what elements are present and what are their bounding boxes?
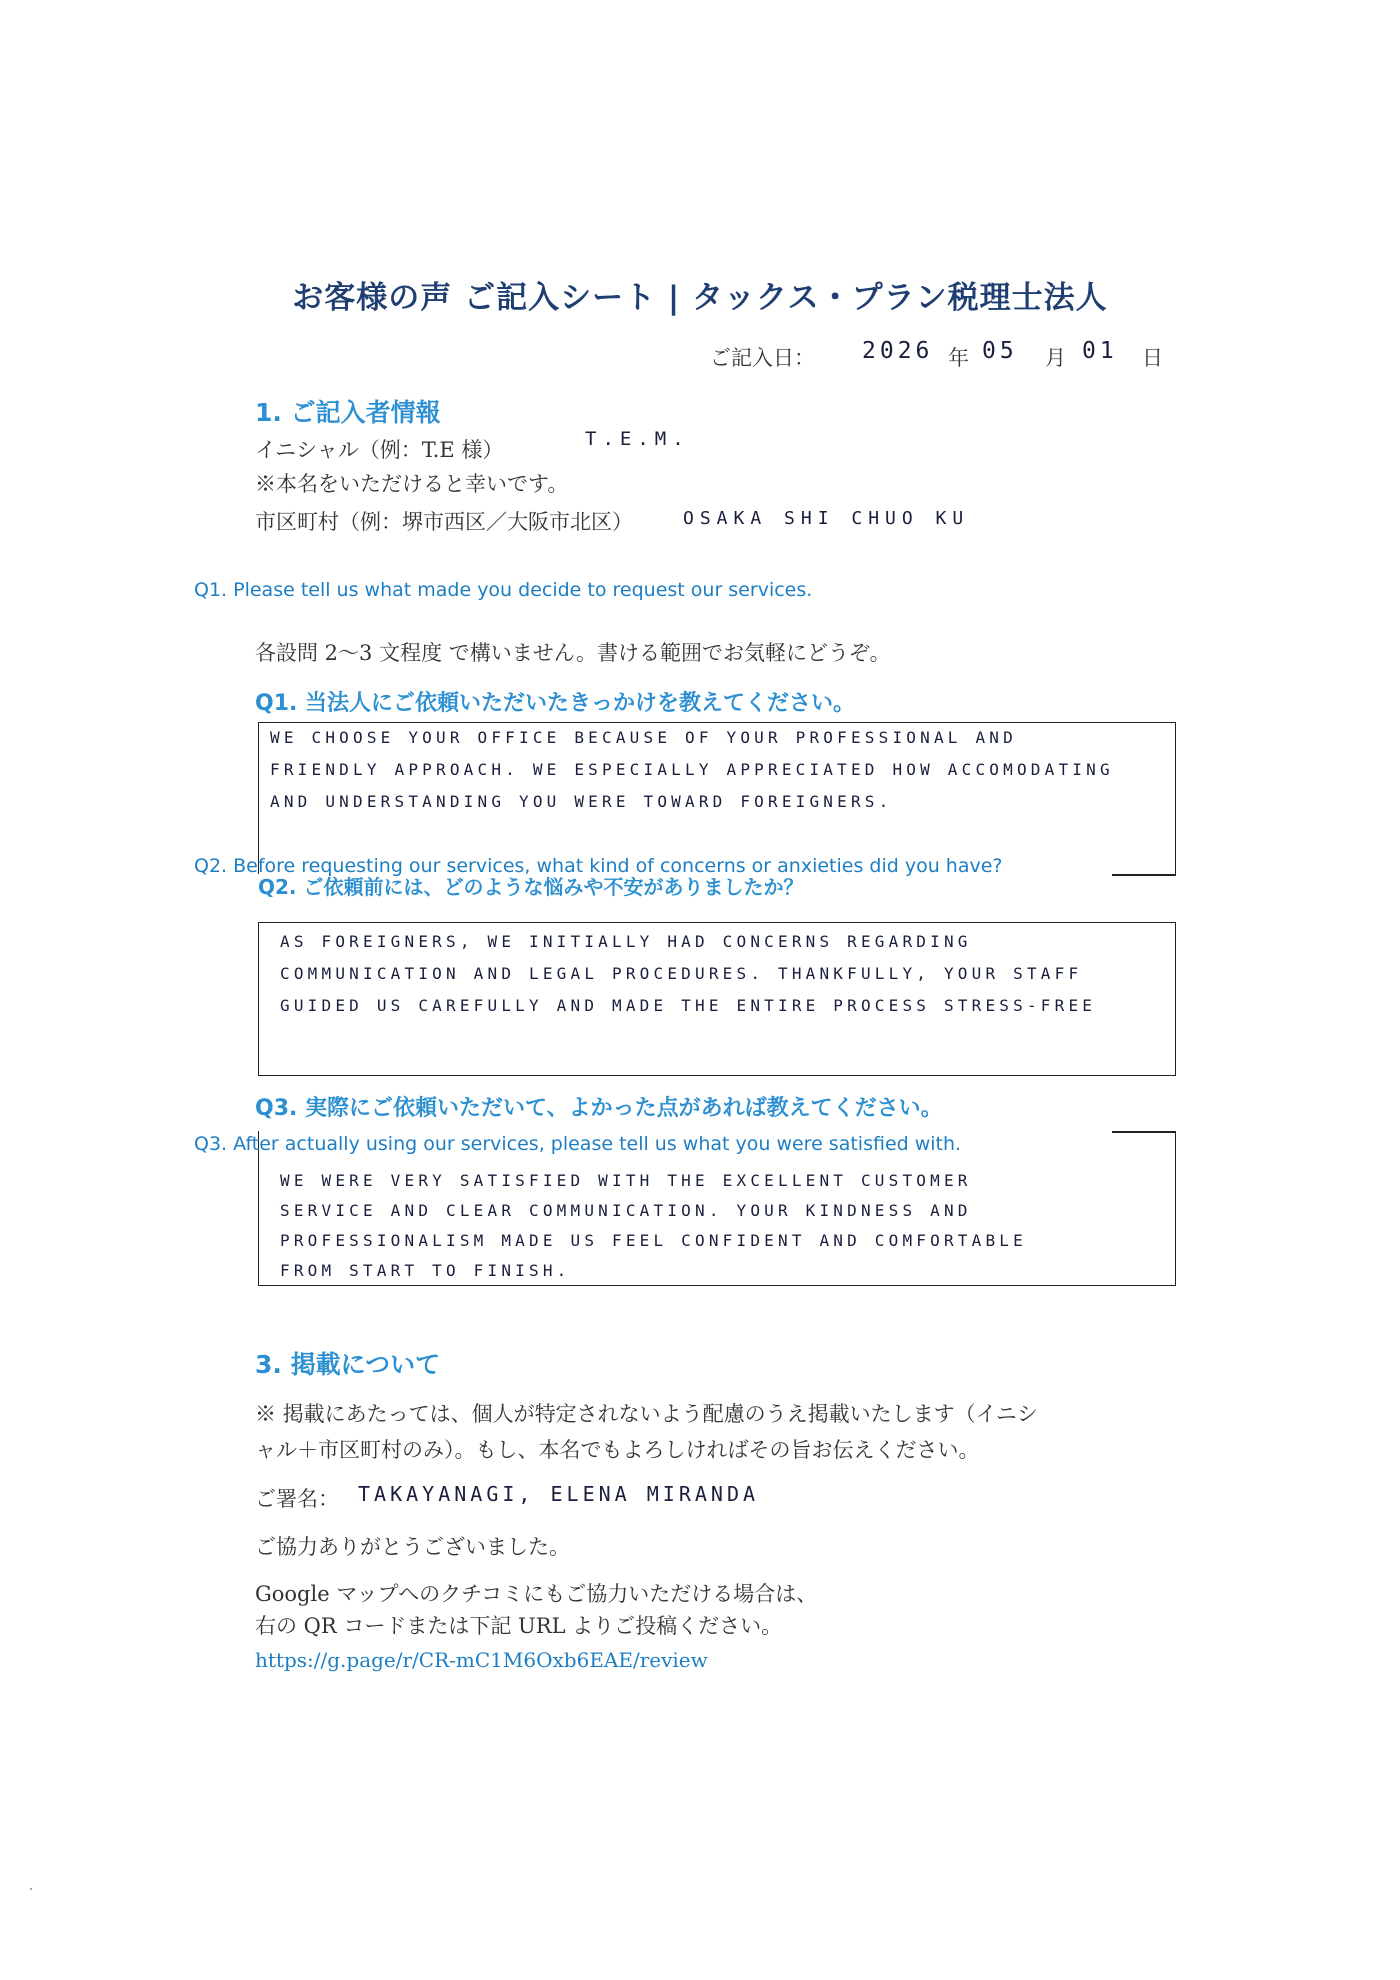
q1-answer (270, 722, 1114, 818)
signature-value: TAKAYANAGI, ELENA MIRANDA (358, 1482, 760, 1506)
q1-answer-line: FRIENDLY APPROACH. WE ESPECIALLY APPRECIATED HOW ACCOMODATING (270, 760, 1114, 779)
page-title: お客様の声 ご記入シート | タックス・プラン税理士法人 (292, 280, 1108, 316)
initial-value: T.E.M. (585, 428, 690, 450)
q3-english: Q3. After actually using our services, please tell us what you were satisfied with. (194, 1133, 962, 1155)
section3-heading: 3. 掲載について (255, 1350, 441, 1379)
date-day-unit: 日 (1142, 346, 1163, 370)
date-day-value: 01 (1082, 338, 1118, 364)
publication-note (255, 1396, 1175, 1468)
q3-answer-line: WE WERE VERY SATISFIED WITH THE EXCELLENT CUSTOMER (280, 1171, 972, 1190)
real-name-note: ※本名をいただけると幸いです。 (255, 472, 569, 496)
q3-answer-line: SERVICE AND CLEAR COMMUNICATION. YOUR KINDNESS AND (280, 1201, 972, 1220)
date-month-unit: 月 (1045, 346, 1066, 370)
google-review-line: Google マップへのクチコミにもご協力いただける場合は、 (255, 1582, 818, 1606)
q2-answer-line: AS FOREIGNERS, WE INITIALLY HAD CONCERNS REGARDING (280, 932, 972, 951)
q3-japanese: Q3. 実際にご依頼いただいて、よかった点があれば教えてください。 (255, 1096, 943, 1121)
q2-answer-line: COMMUNICATION AND LEGAL PROCEDURES. THANKFULLY, YOUR STAFF (280, 964, 1083, 983)
scan-speck (30, 1888, 32, 1890)
section1-heading: 1. ご記入者情報 (255, 398, 441, 427)
date-year-unit: 年 (948, 346, 969, 370)
q2-english: Q2. Before requesting our services, what kind of concerns or anxieties did you have? (194, 855, 1003, 877)
publication-note-line: ※ 掲載にあたっては、個人が特定されないよう配慮のうえ掲載いたします（イニシ (255, 1402, 1038, 1426)
answer-guideline: 各設問 2〜3 文程度 で構いません。書ける範囲でお気軽にどうぞ。 (255, 641, 891, 665)
q1-box-bottom-edge (1112, 874, 1176, 876)
date-year-value: 2026 (862, 338, 934, 364)
date-label: ご記入日： (710, 346, 815, 370)
signature-label: ご署名： (255, 1487, 339, 1511)
q3-answer (280, 1166, 1027, 1286)
q1-answer-line: WE CHOOSE YOUR OFFICE BECAUSE OF YOUR PROFESSIONAL AND (270, 728, 1017, 747)
q2-japanese: Q2. ご依頼前には、どのような悩みや不安がありましたか？ (258, 875, 804, 899)
city-value: OSAKA SHI CHUO KU (683, 508, 970, 529)
review-url-link[interactable]: https://g.page/r/CR-mC1M6Oxb6EAE/review (255, 1648, 708, 1672)
q2-answer (280, 926, 1096, 1022)
q1-japanese: Q1. 当法人にご依頼いただいたきっかけを教えてください。 (255, 691, 856, 716)
q3-answer-line: FROM START TO FINISH. (280, 1261, 571, 1280)
q3-answer-line: PROFESSIONALISM MADE US FEEL CONFIDENT AND COMFORTABLE (280, 1231, 1027, 1250)
city-label: 市区町村（例：堺市西区／大阪市北区） (255, 510, 633, 534)
q1-answer-line: AND UNDERSTANDING YOU WERE TOWARD FOREIGNERS. (270, 792, 893, 811)
thanks-message: ご協力ありがとうございました。 (255, 1535, 570, 1559)
q2-answer-line: GUIDED US CAREFULLY AND MADE THE ENTIRE PROCESS STRESS-FREE (280, 996, 1097, 1015)
initial-label: イニシャル（例：T.E 様） (255, 438, 504, 462)
q1-english: Q1. Please tell us what made you decide to request our services. (194, 579, 813, 601)
publication-note-line: ャル＋市区町村のみ）。もし、本名でもよろしければその旨お伝えください。 (255, 1438, 980, 1462)
google-review-line: 右の QR コードまたは下記 URL よりご投稿ください。 (255, 1614, 783, 1638)
date-month-value: 05 (982, 338, 1018, 364)
google-review-note (255, 1578, 817, 1642)
